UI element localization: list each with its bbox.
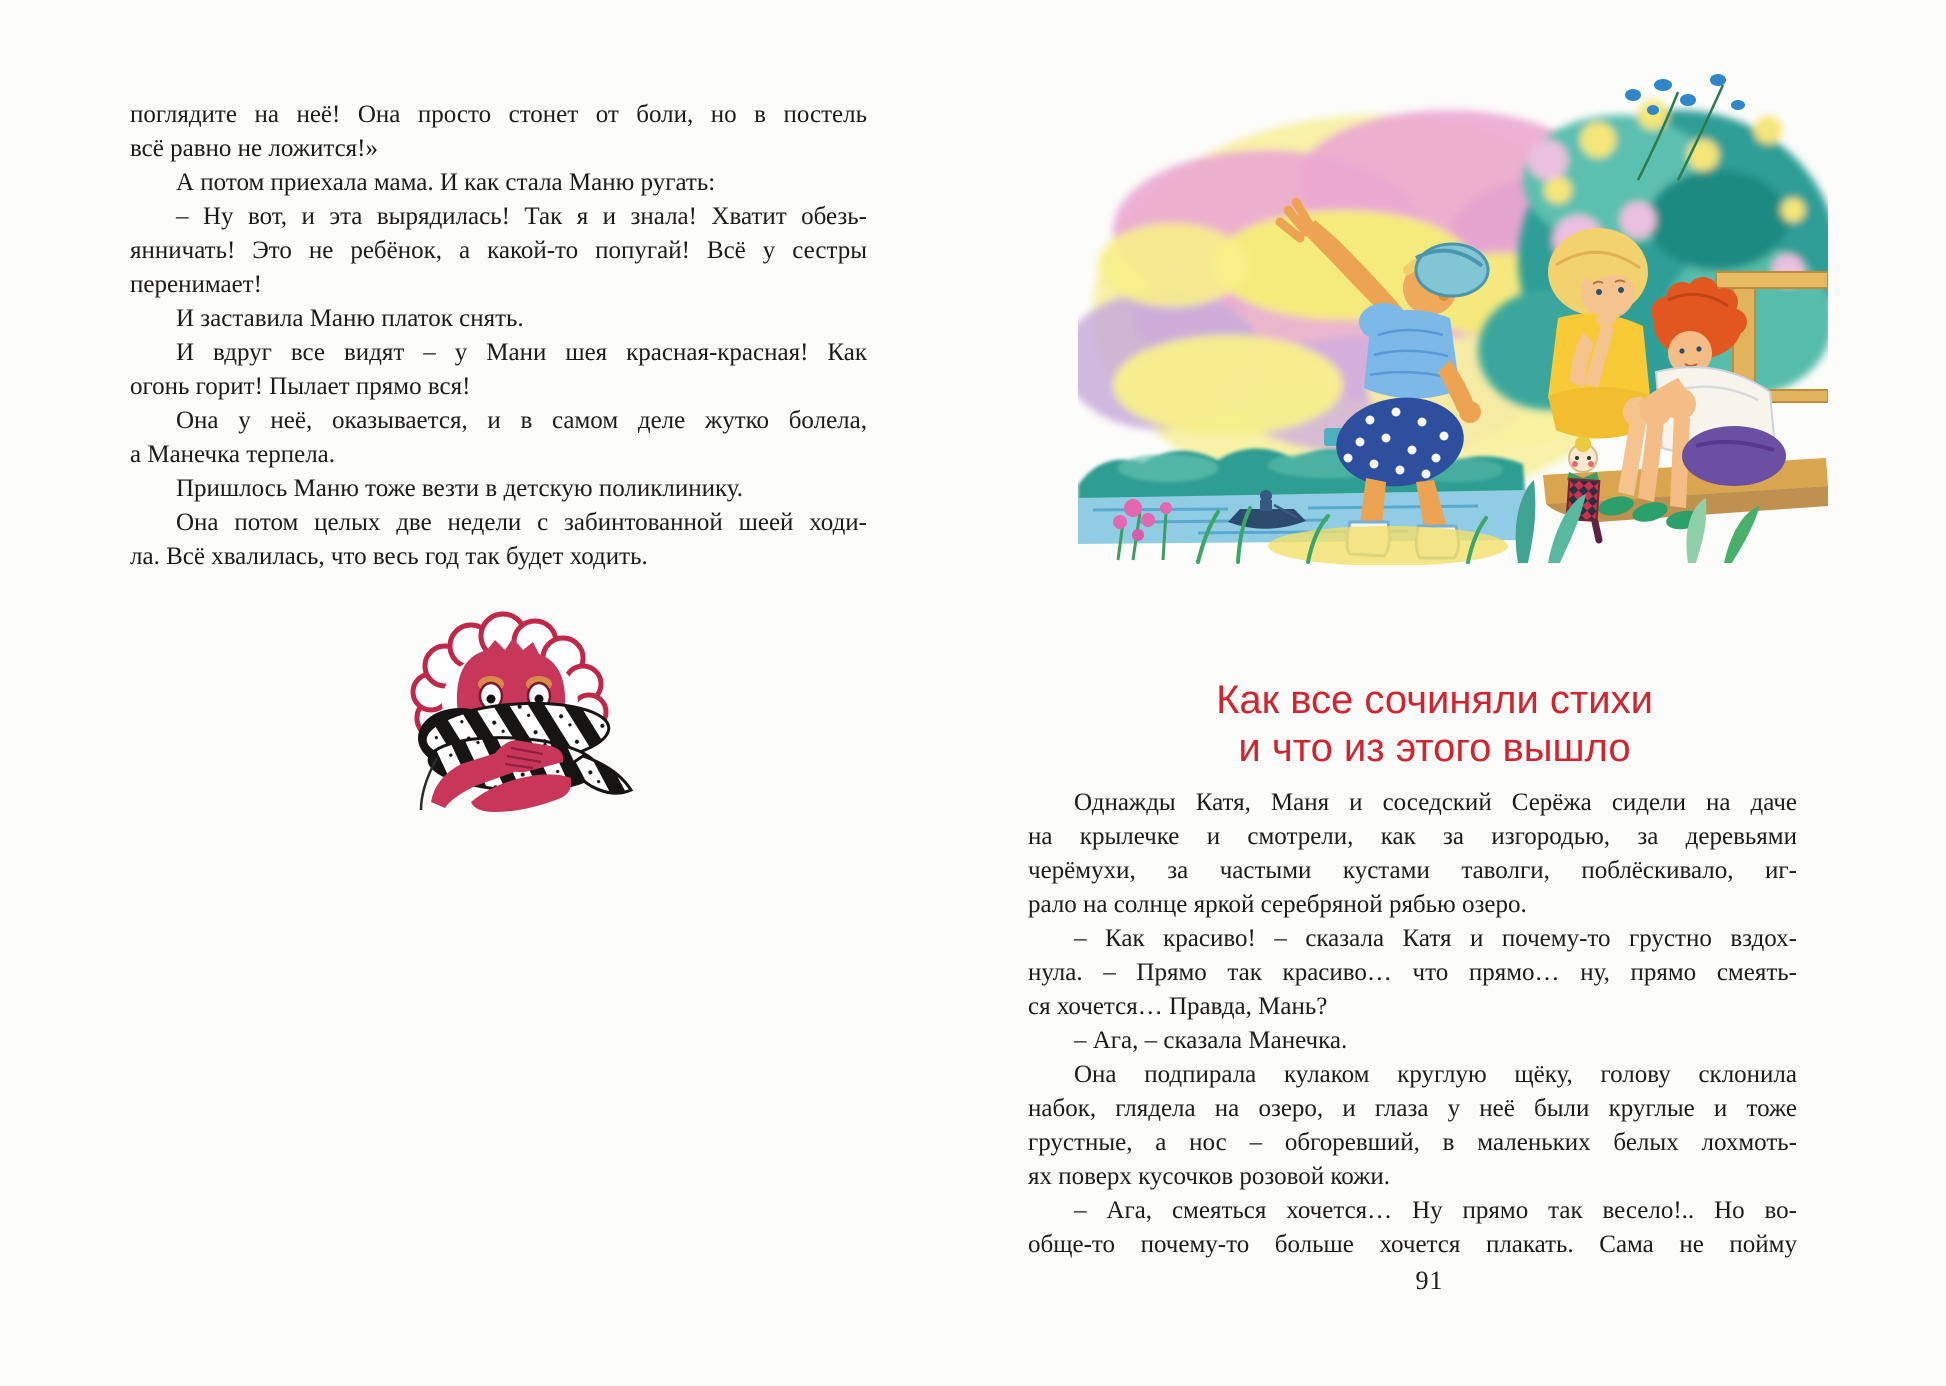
children-at-lake-illustration — [1078, 60, 1828, 565]
text-line: Однажды Катя, Маня и соседский Серёжа сидели на даче — [1074, 789, 1797, 816]
text-line: набок, глядела на озеро, и глаза у неё были круглые и тоже — [1028, 1095, 1797, 1122]
text-line: а Манечка терпела. — [130, 441, 336, 468]
text-line: черёмухи, за частыми кустами таволги, поблёскивало, иг- — [1028, 857, 1797, 884]
text-line: нула. – Прямо так красиво… что прямо… ну, прямо смеять- — [1028, 959, 1797, 986]
text-line: обще-то почему-то больше хочется плакать. Сама не пойму — [1028, 1231, 1797, 1258]
text-line: – Как красиво! – сказала Катя и почему-то грустно вздох- — [1074, 925, 1797, 952]
page-number: 91 — [1415, 1266, 1444, 1295]
chapter-title — [1050, 676, 1819, 772]
text-line: Пришлось Маню тоже везти в детскую поликлинику. — [176, 475, 744, 502]
scarf-wrapped-child-illustration — [375, 606, 645, 816]
text-line: И вдруг все видят – у Мани шея красная-красная! Как — [176, 339, 867, 366]
text-line: ся хочется… Правда, Мань? — [1028, 993, 1328, 1020]
text-line: грустные, а нос – обгоревший, в маленьких белых лохмоть- — [1028, 1129, 1797, 1156]
text-line: огонь горит! Пылает прямо вся! — [130, 373, 471, 400]
text-line: А потом приехала мама. И как стала Маню ругать: — [176, 169, 716, 196]
text-line: Она подпирала кулаком круглую щёку, голову склонила — [1074, 1061, 1797, 1088]
text-line: рало на солнце яркой серебряной рябью озеро. — [1028, 891, 1527, 918]
text-line: – Ага, – сказала Манечка. — [1074, 1027, 1348, 1054]
text-line: поглядите на неё! Она просто стонет от боли, но в постель — [130, 101, 867, 128]
left-page-text — [130, 98, 867, 574]
text-line: – Ага, смеяться хочется… Ну прямо так весело!.. Но во- — [1074, 1197, 1797, 1224]
text-line: янничать! Это не ребёнок, а какой-то попугай! Всё у сестры — [130, 237, 867, 264]
text-line: Она у неё, оказывается, и в самом деле жутко болела, — [176, 407, 867, 434]
right-page-text — [1028, 786, 1797, 1262]
text-line: перенимает! — [130, 271, 262, 298]
text-line: – Ну вот, и эта вырядилась! Так я и знала! Хватит обезь- — [176, 203, 867, 230]
text-line: всё равно не ложится!» — [130, 135, 379, 162]
text-line: И заставила Маню платок снять. — [176, 305, 524, 332]
chapter-title-line1: Как все сочиняли стихи — [1216, 678, 1653, 722]
text-line: на крылечке и смотрели, как за изгородью, за деревьями — [1028, 823, 1797, 850]
text-line: Она потом целых две недели с забинтованной шеей ходи- — [176, 509, 867, 536]
chapter-title-line2: и что из этого вышло — [1238, 726, 1631, 770]
text-line: ях поверх кусочков розовой кожи. — [1028, 1163, 1391, 1190]
text-line: ла. Всё хвалилась, что весь год так будет ходить. — [130, 543, 648, 570]
